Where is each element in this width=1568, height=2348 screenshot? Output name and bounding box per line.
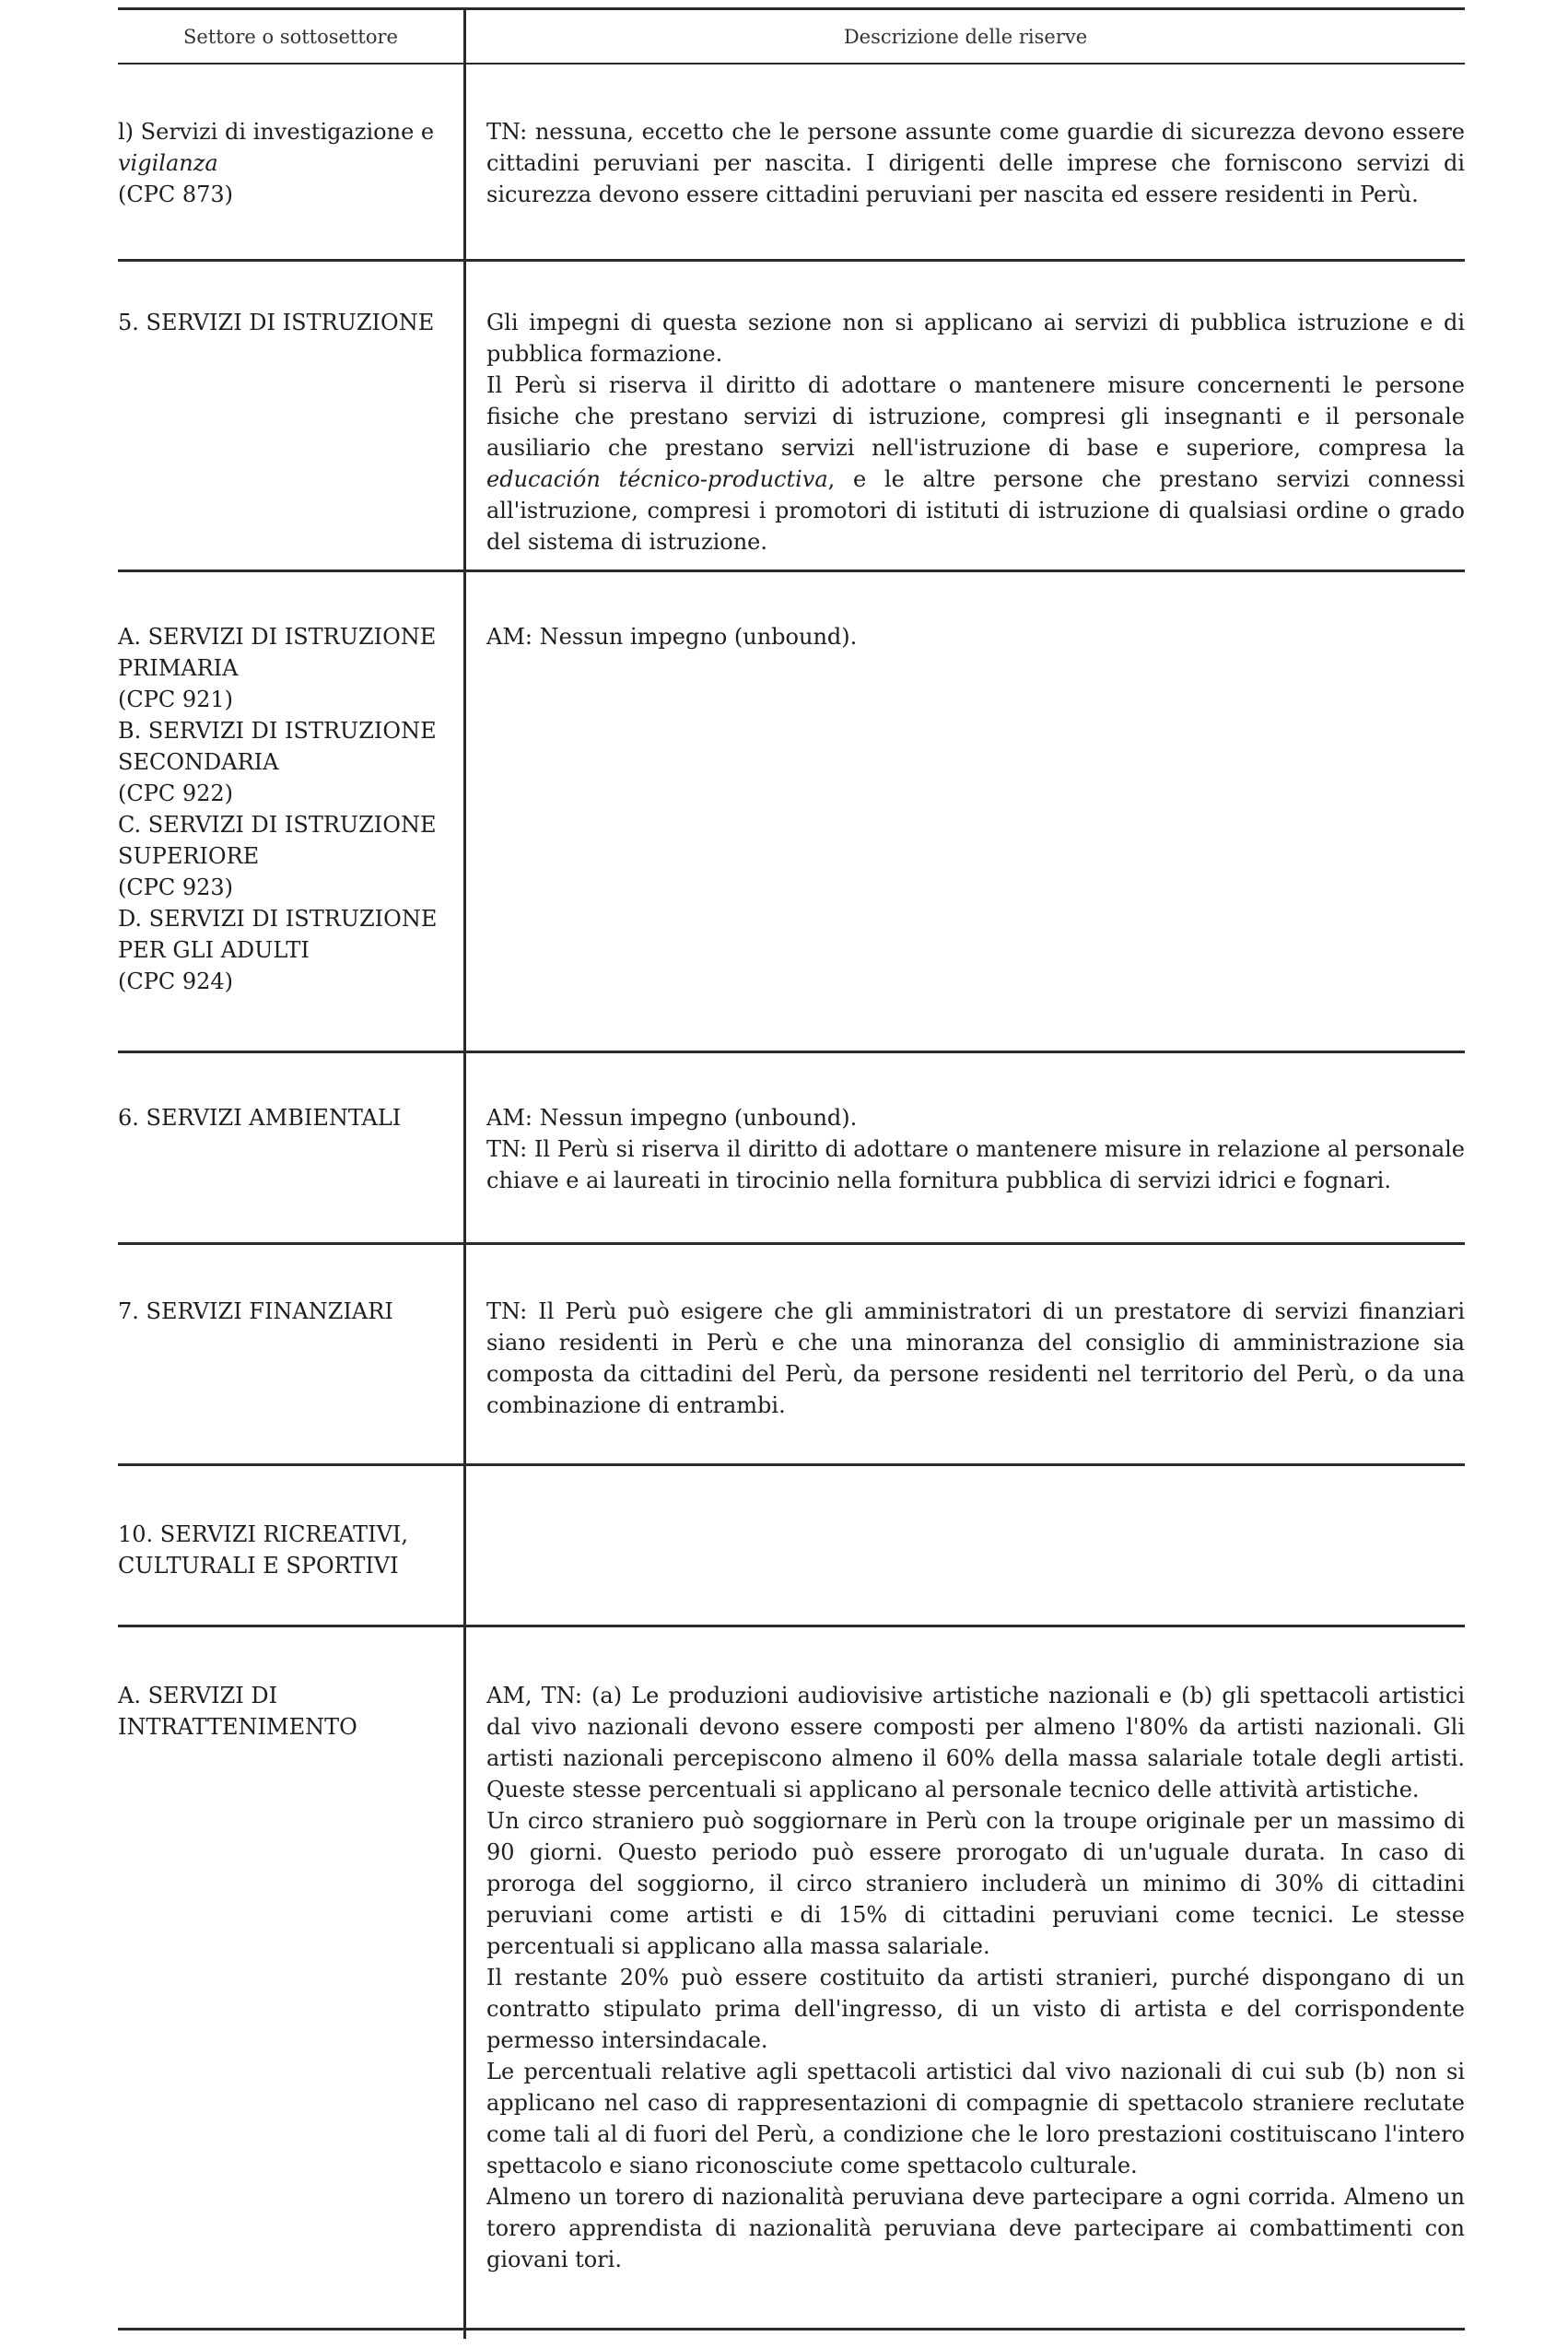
- sector-line: (CPC 923): [118, 875, 234, 900]
- description-paragraph: Le percentuali relative agli spettacoli artistici dal vivo nazionali di cui sub (b) non si applicano nel caso di rappresentazioni di compagnie di spettacolo straniere reclutate come tali al di fuori del Perù, a condizione che le loro prestazioni costituiscano l'intero spettacolo e siano riconosciute come spettacolo culturale.: [486, 2059, 1465, 2178]
- sector-line: SUPERIORE: [118, 843, 260, 869]
- description-paragraph: Il Perù si riserva il diritto di adottare o mantenere misure concernenti le persone fisiche che prestano servizi di istruzione, compresi gli insegnanti e il personale ausiliario che prestano servizi nell'istruzione di base e superiore, compresa la educación técnico-productiva, e le altre persone che prestano servizi connessi all'istruzione, compresi i promotori di istituti di istruzione di qualsiasi ordine o grado del sistema di istruzione.: [486, 372, 1465, 555]
- sector-line: l) Servizi di investigazione e: [118, 119, 435, 145]
- sector-line: A. SERVIZI DI ISTRUZIONE: [118, 624, 437, 650]
- description-cell: [486, 1680, 1465, 2275]
- description-paragraph: Il restante 20% può essere costituito da artisti stranieri, purché dispongano di un contratto stipulato prima dell'ingresso, di un visto di artista e del corrispondente permesso intersindacale.: [486, 1965, 1465, 2053]
- sector-line: 5. SERVIZI DI ISTRUZIONE: [118, 310, 435, 335]
- row-rule: [118, 1242, 1465, 1245]
- document-page: [118, 7, 1465, 2339]
- sector-line: (CPC 873): [118, 182, 234, 207]
- description-paragraph: TN: nessuna, eccetto che le persone assunte come guardie di sicurezza devono essere cittadini peruviani per nascita. I dirigenti delle imprese che forniscono servizi di sicurezza devono essere cittadini peruviani per nascita ed essere residenti in Perù.: [486, 119, 1465, 207]
- sector-line: PRIMARIA: [118, 655, 239, 681]
- description-paragraph: AM: Nessun impegno (unbound).: [486, 1105, 858, 1131]
- description-paragraph: AM, TN: (a) Le produzioni audiovisive artistiche nazionali e (b) gli spettacoli artistici dal vivo nazionali devono essere composti per almeno l'80% da artisti nazionali. Gli artisti nazionali percepiscono almeno il 60% della massa salariale totale degli artisti. Queste stesse percentuali si applicano al personale tecnico delle attività artistiche.: [486, 1683, 1465, 1802]
- row-rule: [118, 1463, 1465, 1466]
- header-bottom-rule: [118, 63, 1465, 65]
- table-top-rule: [118, 7, 1465, 10]
- sector-line: (CPC 924): [118, 969, 234, 994]
- description-paragraph: Almeno un torero di nazionalità peruviana deve partecipare a ogni corrida. Almeno un torero apprendista di nazionalità peruviana deve partecipare ai combattimenti con giovani tori.: [486, 2184, 1465, 2272]
- row-rule: [118, 259, 1465, 262]
- header-sector: Settore o sottosettore: [183, 26, 398, 48]
- sector-cell: [118, 116, 450, 210]
- sector-line: 7. SERVIZI FINANZIARI: [118, 1298, 393, 1324]
- sector-line: 10. SERVIZI RICREATIVI,: [118, 1521, 409, 1547]
- description-cell: [486, 307, 1465, 558]
- description-cell: [486, 1296, 1465, 1421]
- sector-line: A. SERVIZI DI: [118, 1683, 278, 1708]
- description-paragraph: TN: Il Perù può esigere che gli amministratori di un prestatore di servizi finanziari siano residenti in Perù e che una minoranza del consiglio di amministrazione sia composta da cittadini del Perù, da persone residenti nel territorio del Perù, o da una combinazione di entrambi.: [486, 1298, 1465, 1418]
- row-rule: [118, 1625, 1465, 1627]
- table-bottom-rule: [118, 2328, 1465, 2330]
- row-rule: [118, 569, 1465, 572]
- description-cell: [486, 116, 1465, 210]
- description-cell: [486, 621, 1465, 652]
- description-paragraph: TN: Il Perù si riserva il diritto di adottare o mantenere misure in relazione al personale chiave e ai laureati in tirocinio nella fornitura pubblica di servizi idrici e fognari.: [486, 1136, 1465, 1193]
- sector-line: C. SERVIZI DI ISTRUZIONE: [118, 812, 437, 838]
- sector-line: vigilanza: [118, 150, 218, 176]
- italic-term: educación técnico-productiva: [486, 466, 828, 492]
- header-description: Descrizione delle riserve: [843, 26, 1088, 48]
- sector-cell: [118, 307, 450, 338]
- sector-cell: [118, 1680, 450, 1743]
- sector-line: CULTURALI E SPORTIVI: [118, 1553, 399, 1579]
- sector-cell: [118, 1296, 450, 1327]
- sector-line: PER GLI ADULTI: [118, 937, 310, 963]
- sector-line: INTRATTENIMENTO: [118, 1714, 357, 1740]
- sector-line: D. SERVIZI DI ISTRUZIONE: [118, 906, 438, 932]
- sector-line: (CPC 921): [118, 687, 234, 712]
- sector-line: 6. SERVIZI AMBIENTALI: [118, 1105, 402, 1131]
- description-paragraph: AM: Nessun impegno (unbound).: [486, 624, 858, 650]
- row-rule: [118, 1051, 1465, 1053]
- description-paragraph: Gli impegni di questa sezione non si applicano ai servizi di pubblica istruzione e di pubblica formazione.: [486, 310, 1465, 367]
- sector-cell: [118, 1102, 450, 1133]
- sector-cell: [118, 621, 450, 997]
- description-cell: [486, 1102, 1465, 1196]
- sector-line: SECONDARIA: [118, 749, 279, 775]
- reservations-table: [118, 7, 1465, 2339]
- sector-line: B. SERVIZI DI ISTRUZIONE: [118, 718, 437, 744]
- sector-cell: [118, 1519, 450, 1581]
- column-divider: [463, 7, 466, 2339]
- description-paragraph: Un circo straniero può soggiornare in Perù con la troupe originale per un massimo di 90 giorni. Questo periodo può essere prorogato di un'uguale durata. In caso di proroga del soggiorno, il circo straniero includerà un minimo di 30% di cittadini peruviani come artisti e di 15% di cittadini peruviani come tecnici. Le stesse percentuali si applicano alla massa salariale.: [486, 1808, 1465, 1959]
- sector-line: (CPC 922): [118, 781, 234, 806]
